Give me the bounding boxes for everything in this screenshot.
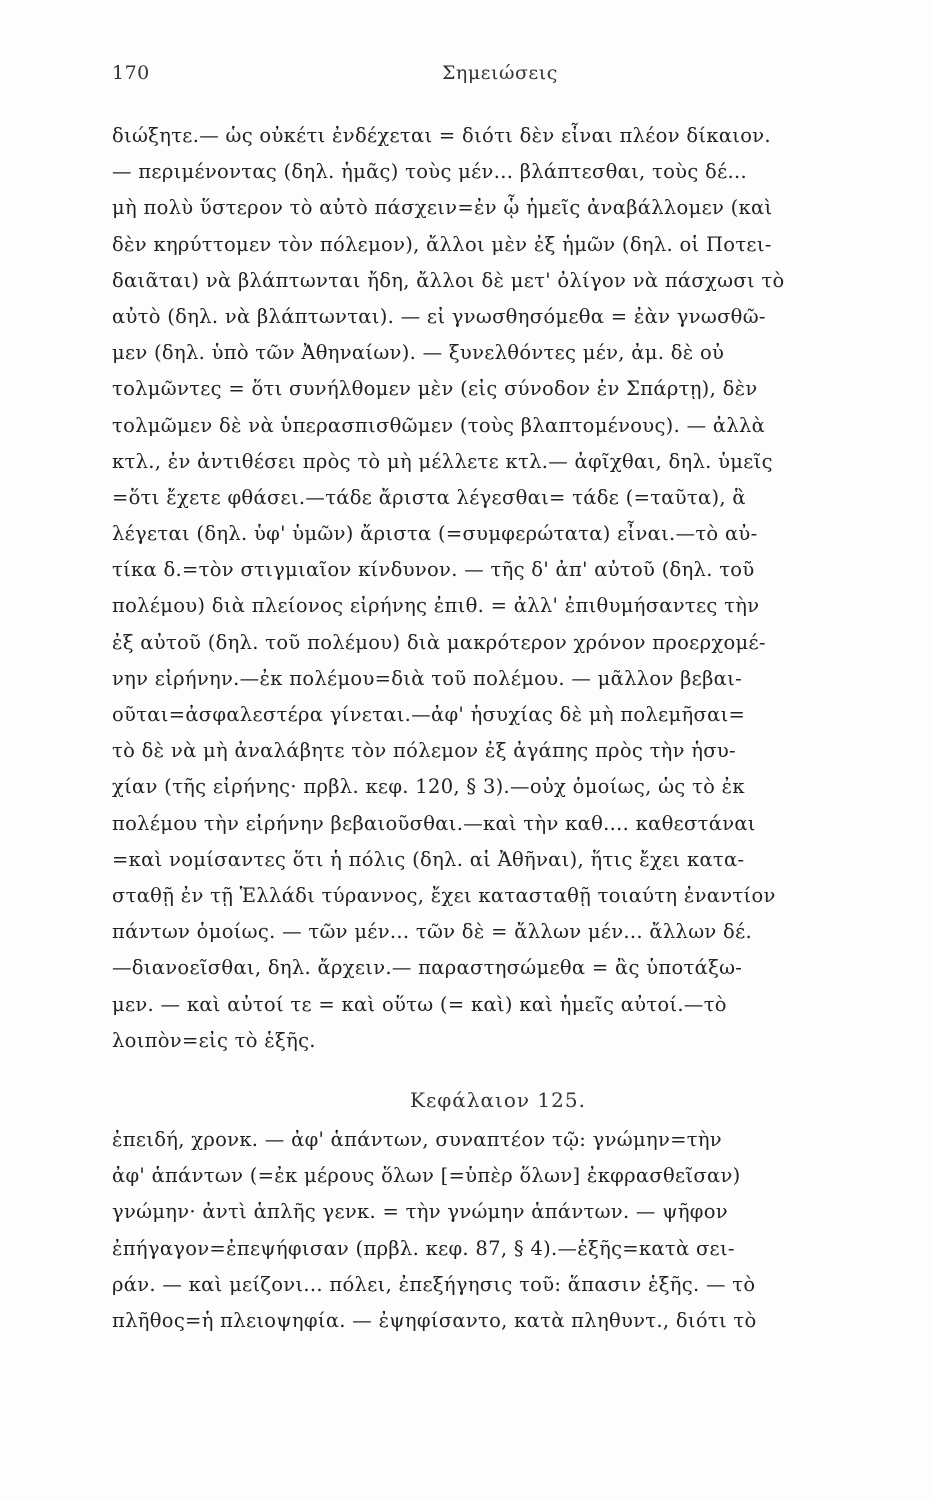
text-line: τολμῶμεν δὲ νὰ ὑπερασπισθῶμεν (τοὺς βλαπτομένους). — ἀλλὰ (112, 413, 766, 437)
text-line: πλῆθος=ἡ πλειοψηφία. — ἐψηφίσαντο, κατὰ πληθυντ., διότι τὸ (112, 1308, 757, 1332)
text-line: δὲν κηρύττομεν τὸν πόλεμον), ἄλλοι μὲν ἐξ ἡμῶν (δηλ. οἱ Ποτει- (112, 232, 772, 256)
text-line: αὐτὸ (δηλ. νὰ βλάπτωνται). — εἰ γνωσθησόμεθα = ἐὰν γνωσθῶ- (112, 304, 766, 328)
chapter-heading: Κεφάλαιον 125. (410, 1088, 586, 1112)
page-number: 170 (112, 62, 150, 84)
text-line: μεν (δηλ. ὑπὸ τῶν Ἀθηναίων). — ξυνελθόντες μέν, ἀμ. δὲ οὐ (112, 341, 725, 365)
text-line: τολμῶντες = ὅτι συνήλθομεν μὲν (εἰς σύνοδον ἐν Σπάρτῃ), δὲν (112, 377, 758, 401)
running-title: Σημειώσεις (442, 62, 558, 84)
text-line: χίαν (τῆς εἰρήνης· πρβλ. κεφ. 120, § 3).—οὐχ ὁμοίως, ὡς τὸ ἐκ (112, 775, 745, 799)
text-line: δαιᾶται) νὰ βλάπτωνται ἤδη, ἄλλοι δὲ μετ' ὀλίγον νὰ πάσχωσι τὸ (112, 268, 785, 292)
page-header (112, 62, 870, 92)
text-line: μὴ πολὺ ὕστερον τὸ αὐτὸ πάσχειν=ἐν ᾧ ἡμεῖς ἀναβάλλομεν (καὶ (112, 196, 773, 220)
text-line: =καὶ νομίσαντες ὅτι ἡ πόλις (δηλ. αἱ Ἀθῆναι), ἥτις ἔχει κατα- (112, 847, 745, 871)
text-line: τίκα δ.=τὸν στιγμιαῖον κίνδυνον. — τῆς δ' ἀπ' αὐτοῦ (δηλ. τοῦ (112, 558, 755, 582)
text-line: πολέμου τὴν εἰρήνην βεβαιοῦσθαι.—καὶ τὴν καθ.... καθεστάναι (112, 811, 756, 835)
text-line: ἀφ' ἁπάντων (=ἐκ μέρους ὅλων [=ὑπὲρ ὅλων] ἐκφρασθεῖσαν) (112, 1164, 741, 1188)
text-line: ράν. — καὶ μείζονι... πόλει, ἐπεξήγησις τοῦ: ἅπασιν ἑξῆς. — τὸ (112, 1272, 756, 1296)
text-line: κτλ., ἐν ἀντιθέσει πρὸς τὸ μὴ μέλλετε κτλ.— ἀφῖχθαι, δηλ. ὑμεῖς (112, 449, 773, 473)
text-line: λοιπὸν=εἰς τὸ ἑξῆς. (112, 1028, 316, 1052)
text-line: λέγεται (δηλ. ὑφ' ὑμῶν) ἄριστα (=συμφερώτατα) εἶναι.—τὸ αὐ- (112, 522, 758, 546)
text-line: ἐπήγαγον=ἐπεψήφισαν (πρβλ. κεφ. 87, § 4).—ἑξῆς=κατὰ σει- (112, 1236, 735, 1260)
text-line: οῦται=ἀσφαλεστέρα γίνεται.—ἀφ' ἡσυχίας δὲ μὴ πολεμῆσαι= (112, 703, 746, 726)
text-line: νην εἰρήνην.—ἐκ πολέμου=διὰ τοῦ πολέμου. — μᾶλλον βεβαι- (112, 666, 742, 690)
text-line: —διανοεῖσθαι, δηλ. ἄρχειν.— παραστησώμεθα = ἂς ὑποτάξω- (112, 956, 743, 980)
notes-text-bottom (112, 1122, 880, 1339)
text-line: =ὅτι ἔχετε φθάσει.—τάδε ἄριστα λέγεσθαι= τάδε (=ταῦτα), ἃ (112, 485, 746, 509)
text-line: πολέμου) διὰ πλείονος εἰρήνης ἐπιθ. = ἀλλ' ἐπιθυμήσαντες τὴν (112, 594, 760, 618)
text-line: ἐξ αὐτοῦ (δηλ. τοῦ πολέμου) διὰ μακρότερον χρόνον προερχομέ- (112, 630, 766, 654)
text-line: τὸ δὲ νὰ μὴ ἀναλάβητε τὸν πόλεμον ἐξ ἀγάπης πρὸς τὴν ἡσυ- (112, 739, 736, 763)
text-line: πάντων ὁμοίως. — τῶν μέν... τῶν δὲ = ἄλλων μέν... ἄλλων δέ. (112, 920, 752, 944)
text-line: σταθῇ ἐν τῇ Ἑλλάδι τύραννος, ἔχει κατασταθῇ τοιαύτη ἐναντίον (112, 883, 776, 907)
notes-text-top (112, 118, 880, 1059)
text-line: ἐπειδή, χρονκ. — ἀφ' ἁπάντων, συναπτέον τῷ: γνώμην=τὴν (112, 1128, 722, 1151)
text-line: διώξητε.— ὡς οὐκέτι ἐνδέχεται = διότι δὲν εἶναι πλέον δίκαιον. (112, 124, 771, 147)
text-line: μεν. — καὶ αὐτοί τε = καὶ οὕτω (= καὶ) καὶ ἡμεῖς αὐτοί.—τὸ (112, 992, 727, 1016)
text-line: γνώμην· ἀντὶ ἁπλῆς γενκ. = τὴν γνώμην ἁπάντων. — ψῆφον (112, 1200, 728, 1224)
text-line: — περιμένοντας (δηλ. ἡμᾶς) τοὺς μέν... βλάπτεσθαι, τοὺς δέ... (112, 160, 747, 184)
